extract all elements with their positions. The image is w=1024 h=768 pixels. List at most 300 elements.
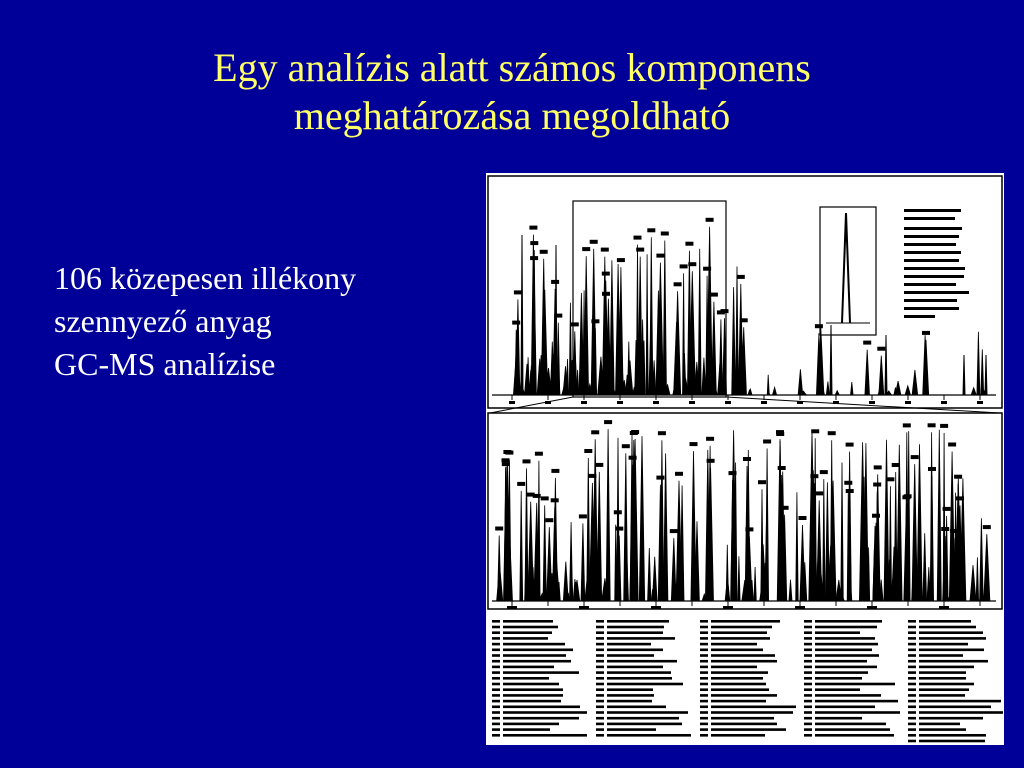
inset-peak-trace [842, 213, 850, 323]
peak-label [502, 458, 510, 462]
compound-name [919, 666, 974, 669]
peak [528, 502, 534, 601]
peak-label [948, 443, 956, 447]
peak-label [758, 480, 766, 484]
peak [754, 567, 756, 601]
compound-number [492, 728, 500, 731]
compound-name [815, 694, 881, 697]
compound-name [711, 717, 774, 720]
peak-label [647, 228, 655, 232]
compound-number [804, 637, 812, 640]
peak [981, 349, 984, 395]
compound-number [804, 683, 812, 686]
compound-list [492, 620, 1003, 742]
peak-label [590, 240, 598, 244]
compound-name [711, 671, 768, 674]
compound-name [919, 626, 976, 629]
compound-number [908, 740, 916, 743]
compound-number [492, 631, 500, 634]
compound-name [919, 671, 966, 674]
compound-name [815, 688, 860, 691]
peak-label [680, 264, 688, 268]
peak-label [614, 510, 622, 514]
peak-label [706, 437, 714, 441]
compound-name [711, 723, 777, 726]
peak-label [844, 481, 852, 485]
peak [663, 241, 666, 396]
peak [520, 491, 523, 601]
peak-label [530, 256, 538, 260]
axis-tick-label [867, 606, 877, 609]
peak-label [928, 423, 936, 427]
compound-number [700, 688, 708, 691]
peak [796, 492, 799, 601]
peak [738, 284, 743, 395]
compound-number [596, 643, 604, 646]
compound-name [919, 660, 988, 663]
compound-number [804, 631, 812, 634]
legend-text-line [904, 235, 959, 238]
peak-label [502, 462, 510, 466]
compound-name [503, 620, 553, 623]
compound-name [815, 717, 862, 720]
compound-name [503, 700, 561, 703]
compound-name [815, 626, 877, 629]
peak-label [535, 452, 543, 456]
lower-chromatogram-panel [488, 413, 1002, 609]
compound-name [919, 688, 969, 691]
peak-label [810, 474, 818, 478]
peak-label [710, 293, 718, 297]
compound-name [711, 620, 780, 623]
peak-label [685, 242, 693, 246]
peak [766, 449, 769, 602]
compound-number [908, 694, 916, 697]
peak-label [737, 275, 745, 279]
peak-label [604, 420, 612, 424]
compound-name [607, 660, 677, 663]
peak-label [658, 431, 666, 435]
peak-label [886, 477, 894, 481]
peak-label [740, 318, 748, 322]
compound-number [908, 700, 916, 703]
compound-name [815, 660, 867, 663]
peak-label [530, 241, 538, 245]
compound-name [815, 649, 872, 652]
compound-name [607, 717, 679, 720]
inset-peak [826, 213, 870, 323]
compound-name [607, 677, 672, 680]
compound-name [711, 728, 786, 731]
peak [949, 452, 955, 602]
peak-label [707, 459, 715, 463]
peak [798, 369, 803, 395]
compound-number [596, 671, 604, 674]
compound-name [503, 734, 587, 737]
peak [976, 557, 979, 601]
compound-number [700, 626, 708, 629]
compound-number [908, 734, 916, 737]
peak-label [729, 471, 737, 475]
compound-number [700, 683, 708, 686]
peak-label [527, 493, 535, 497]
compound-number [596, 688, 604, 691]
peak-label [629, 456, 637, 460]
compound-name [503, 654, 566, 657]
peak-label [846, 489, 854, 493]
peak [646, 254, 648, 395]
compound-number [492, 706, 500, 709]
peak [732, 287, 736, 395]
peak-label [950, 529, 958, 533]
zoom-connector-right [726, 397, 1000, 413]
compound-number [700, 649, 708, 652]
peak [930, 432, 933, 601]
compound-name [815, 666, 877, 669]
peak [912, 370, 918, 395]
compound-name [815, 700, 898, 703]
peak [980, 518, 984, 601]
compound-name [711, 677, 763, 680]
compound-name [607, 666, 663, 669]
compound-name [919, 694, 965, 697]
compound-number [804, 688, 812, 691]
compound-name [815, 631, 860, 634]
peak-label [776, 432, 784, 436]
axis-tick-label [651, 606, 661, 609]
peak-label [743, 457, 751, 461]
peak-label [551, 469, 559, 473]
axis-tick-label [581, 401, 587, 404]
compound-name [711, 666, 757, 669]
peak-label [584, 449, 592, 453]
peak-label [545, 518, 553, 522]
compound-number [700, 734, 708, 737]
peak [581, 523, 585, 601]
compound-name [815, 706, 875, 709]
chromatogram-figure [486, 173, 1004, 745]
legend-text-line [904, 291, 969, 294]
axis-tick-label [795, 606, 805, 609]
compound-number [804, 700, 812, 703]
compound-number [596, 660, 604, 663]
compound-name [711, 734, 765, 737]
compound-name [711, 694, 777, 697]
legend-text-line [904, 275, 964, 278]
compound-number [700, 631, 708, 634]
peak [615, 525, 617, 601]
compound-number [700, 637, 708, 640]
peak-label [717, 310, 725, 314]
peak [648, 548, 651, 601]
peak [773, 387, 777, 395]
compound-number [908, 620, 916, 623]
body-line-3: GC-MS analízise [54, 346, 276, 382]
compound-number [804, 626, 812, 629]
compound-number [596, 717, 604, 720]
peak [570, 522, 573, 601]
peak [923, 533, 927, 601]
compound-name [711, 631, 767, 634]
compound-number [492, 637, 500, 640]
compound-number [492, 694, 500, 697]
slide-title-line-2: meghatározása megoldható [293, 93, 731, 138]
compound-name [711, 688, 769, 691]
compound-number [492, 643, 500, 646]
compound-number [700, 700, 708, 703]
peak-label [911, 455, 919, 459]
compound-number [700, 677, 708, 680]
peak-label [661, 232, 669, 236]
peak-label [902, 495, 910, 499]
axis-tick-label [617, 401, 623, 404]
compound-name [815, 677, 862, 680]
peak [823, 479, 826, 601]
compound-number [700, 654, 708, 657]
peak [636, 245, 638, 395]
compound-number [492, 723, 500, 726]
compound-name [503, 711, 587, 714]
compound-number [908, 637, 916, 640]
peak-label [877, 347, 885, 351]
peak-label [745, 527, 753, 531]
peak [498, 536, 501, 602]
peak [851, 382, 854, 395]
peak-label [591, 430, 599, 434]
compound-name [503, 677, 549, 680]
peak-label [820, 470, 828, 474]
peak-label [954, 475, 962, 479]
compound-name [503, 649, 573, 652]
peak-label [799, 516, 807, 520]
compound-number [700, 717, 708, 720]
peak-label [622, 444, 630, 448]
compound-number [700, 660, 708, 663]
compound-name [919, 717, 983, 720]
compound-name [815, 683, 895, 686]
slide-title-line-1: Egy analízis alatt számos komponens [213, 45, 811, 90]
peak [606, 429, 610, 601]
compound-number [492, 626, 500, 629]
compound-number [492, 660, 500, 663]
peak-label [873, 483, 881, 487]
lower-peaks [497, 429, 990, 601]
peak [895, 381, 901, 395]
peak [800, 525, 805, 601]
compound-name [607, 723, 682, 726]
compound-name [815, 723, 886, 726]
compound-number [908, 626, 916, 629]
peak-label [554, 314, 562, 318]
axis-tick-label [725, 401, 731, 404]
compound-name [607, 694, 654, 697]
peak [660, 440, 664, 601]
peak [984, 534, 990, 601]
peak [884, 440, 889, 601]
peak-label [617, 258, 625, 262]
compound-name [503, 660, 571, 663]
peak-label [763, 440, 771, 444]
compound-number [596, 734, 604, 737]
legend-text-line [904, 299, 957, 302]
compound-number [908, 677, 916, 680]
compound-name [815, 620, 882, 623]
compound-number [908, 671, 916, 674]
compound-name [919, 637, 986, 640]
peak-label [523, 459, 531, 463]
peak [985, 355, 987, 395]
compound-name [503, 637, 548, 640]
body-line-2: szennyező anyag [54, 303, 272, 339]
compound-number [492, 711, 500, 714]
compound-name [607, 688, 653, 691]
peak [789, 580, 792, 601]
compound-number [908, 711, 916, 714]
lower-peak-labels [495, 420, 991, 533]
compound-number [804, 649, 812, 652]
compound-name [607, 683, 683, 686]
compound-name [607, 728, 656, 731]
compound-name [607, 643, 651, 646]
peak-label [778, 466, 786, 470]
peak-label [602, 292, 610, 296]
peak [521, 235, 523, 395]
compound-number [908, 723, 916, 726]
axis-tick-label [905, 401, 911, 404]
zoom-connector-left [490, 397, 573, 413]
legend-text-line [904, 267, 965, 270]
peak-label [595, 463, 603, 467]
compound-number [700, 671, 708, 674]
upper-time-axis [509, 395, 983, 404]
legend-text-line [904, 251, 961, 254]
legend-text-line [904, 227, 962, 230]
peak-label [529, 226, 537, 230]
peak-label [588, 474, 596, 478]
peak-label [863, 341, 871, 345]
slide-title [0, 44, 1024, 140]
compound-name [919, 734, 986, 737]
peak [905, 386, 911, 395]
peak-label [781, 506, 789, 510]
axis-tick-label [977, 401, 983, 404]
peak-label [602, 272, 610, 276]
compound-name [503, 723, 559, 726]
compound-number [492, 688, 500, 691]
peak-label [636, 248, 644, 252]
compound-name [919, 654, 963, 657]
compound-name [711, 626, 772, 629]
peak-label [656, 476, 664, 480]
slide-body-text [54, 257, 356, 386]
peak-label [571, 322, 579, 326]
peak-label [670, 529, 678, 533]
compound-number [596, 637, 604, 640]
compound-name [815, 637, 875, 640]
compound-name [503, 694, 563, 697]
compound-name [503, 643, 565, 646]
compound-name [607, 671, 671, 674]
compound-number [804, 643, 812, 646]
compound-name [919, 631, 983, 634]
compound-number [908, 631, 916, 634]
compound-name [815, 734, 894, 737]
compound-number [804, 734, 812, 737]
compound-name [919, 649, 984, 652]
compound-number [908, 683, 916, 686]
compound-name [711, 649, 763, 652]
compound-number [596, 683, 604, 686]
peak-label [503, 450, 511, 454]
peak-label [943, 507, 951, 511]
compound-name [919, 740, 985, 743]
compound-name [919, 643, 968, 646]
compound-number [804, 728, 812, 731]
compound-number [700, 723, 708, 726]
compound-name [815, 643, 878, 646]
peak [671, 538, 676, 601]
axis-tick-label [941, 401, 947, 404]
peak-label [703, 267, 711, 271]
compound-name [815, 654, 879, 657]
peak-label [940, 424, 948, 428]
peak-label [601, 248, 609, 252]
compound-number [908, 688, 916, 691]
compound-name [711, 643, 757, 646]
compound-name [919, 700, 1001, 703]
peak [767, 375, 769, 395]
compound-name [711, 683, 766, 686]
peak [597, 472, 602, 601]
compound-number [492, 671, 500, 674]
peak [736, 266, 739, 395]
compound-number [804, 654, 812, 657]
compound-number [700, 666, 708, 669]
compound-name [815, 711, 900, 714]
axis-tick-label [653, 401, 659, 404]
compound-number [596, 728, 604, 731]
axis-tick-label [689, 401, 695, 404]
peak-label [551, 280, 559, 284]
peak [738, 556, 740, 601]
compound-number [908, 666, 916, 669]
legend-text-line [904, 243, 956, 246]
peak [547, 527, 552, 601]
axis-tick-label [723, 606, 733, 609]
peak [563, 562, 568, 601]
compound-number [804, 620, 812, 623]
compound-number [908, 706, 916, 709]
compound-number [804, 660, 812, 663]
compound-number [596, 700, 604, 703]
peak-label [928, 467, 936, 471]
body-line-1: 106 közepesen illékony [54, 260, 357, 296]
compound-number [700, 706, 708, 709]
compound-number [492, 649, 500, 652]
compound-number [492, 677, 500, 680]
compound-name [503, 626, 558, 629]
compound-number [596, 626, 604, 629]
peak-label [815, 324, 823, 328]
peak [905, 432, 908, 601]
compound-name [607, 620, 669, 623]
compound-name [607, 631, 663, 634]
peak [702, 358, 706, 395]
compound-name [711, 660, 777, 663]
peak-label [903, 423, 911, 427]
axis-tick-label [869, 401, 875, 404]
compound-name [919, 683, 974, 686]
